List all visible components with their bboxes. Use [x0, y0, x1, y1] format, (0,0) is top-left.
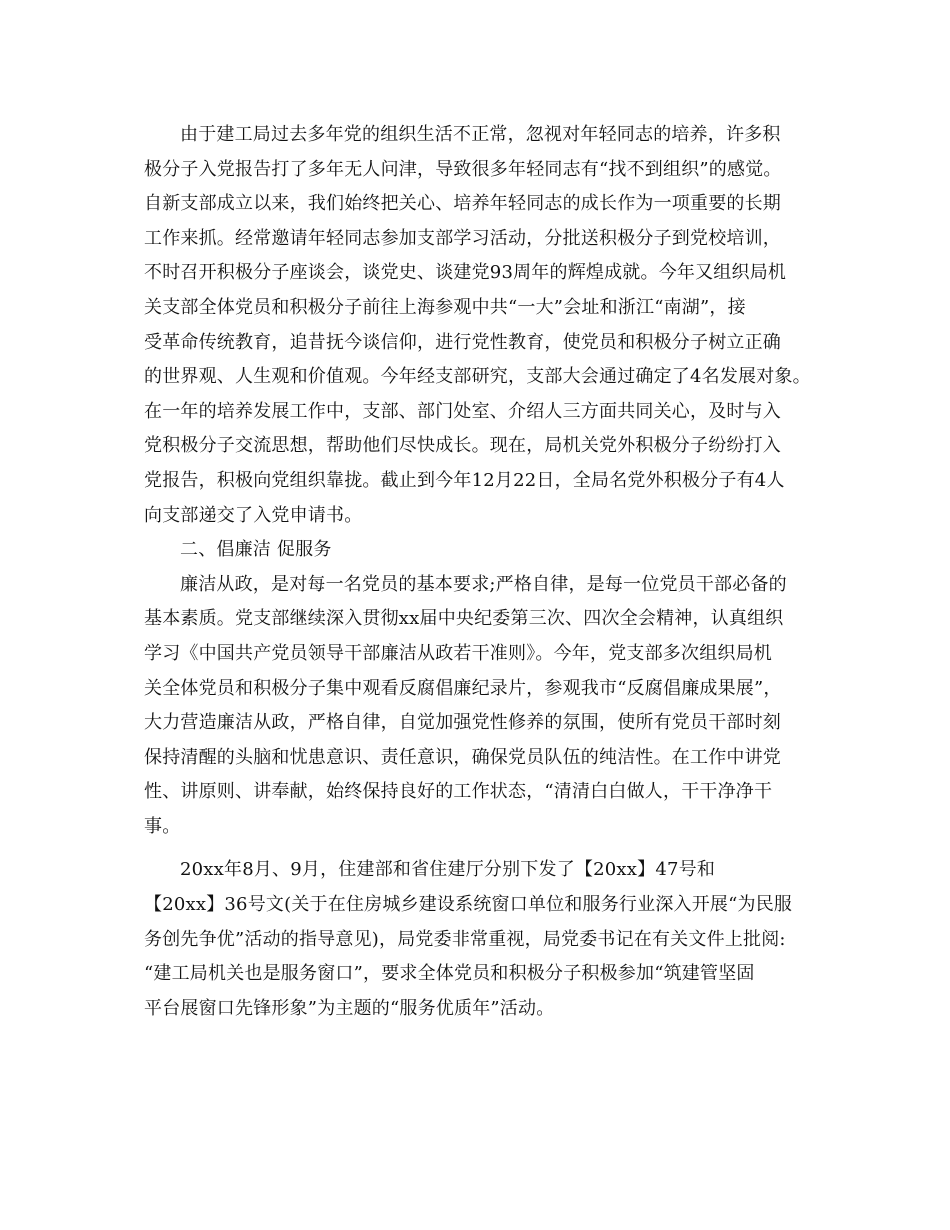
text-line: 事。 [144, 815, 181, 837]
text-line: 的世界观、人生观和价值观。今年经支部研究，支部大会通过确定了4名发展对象。 [144, 366, 811, 388]
text-line: 基本素质。党支部继续深入贯彻xx届中央纪委第三次、四次全会精神，认真组织 [144, 608, 784, 630]
text-line: 关支部全体党员和积极分子前往上海参观中共“一大”会址和浙江“南湖”，接 [144, 296, 746, 318]
text-line: 性、讲原则、讲奉献，始终保持良好的工作状态，“清清白白做人，干干净净干 [144, 781, 773, 803]
text-line: 党积极分子交流思想，帮助他们尽快成长。现在，局机关党外积极分子纷纷打入 [144, 435, 781, 457]
text-line: 自新支部成立以来，我们始终把关心、培养年轻同志的成长作为一项重要的长期 [144, 193, 781, 215]
text-line: 保持清醒的头脑和忧患意识、责任意识，确保党员队伍的纯洁性。在工作中讲党 [144, 746, 781, 768]
document-body [144, 118, 834, 1026]
text-line: 二、倡廉洁 促服务 [180, 539, 332, 561]
text-line: 20xx年8月、9月，住建部和省住建厅分别下发了【20xx】47号和 [180, 859, 716, 881]
text-line: 关全体党员和积极分子集中观看反腐倡廉纪录片，参观我市“反腐倡廉成果展”， [144, 677, 782, 699]
text-line: 在一年的培养发展工作中，支部、部门处室、介绍人三方面共同关心，及时与入 [144, 400, 781, 422]
text-line: 平台展窗口先锋形象”为主题的“服务优质年”活动。 [144, 997, 555, 1019]
text-line: 由于建工局过去多年党的组织生活不正常，忽视对年轻同志的培养，许多积 [180, 124, 781, 145]
text-line: 学习《中国共产党员领导干部廉洁从政若干准则》。今年，党支部多次组织局机 [144, 642, 772, 664]
text-line: 向支部递交了入党申请书。 [144, 504, 363, 526]
paragraph-gap [144, 844, 834, 853]
text-line: 党报告，积极向党组织靠拢。截止到今年12月22日，全局名党外积极分子有4人 [144, 469, 785, 491]
text-line: 务创先争优”活动的指导意见)，局党委非常重视，局党委书记在有关文件上批阅: [144, 928, 786, 950]
text-line: 极分子入党报告打了多年无人问津，导致很多年轻同志有“找不到组织”的感觉。 [144, 158, 782, 180]
text-line: 工作来抓。经常邀请年轻同志参加支部学习活动，分批送积极分子到党校培训， [144, 227, 781, 249]
text-line: 不时召开积极分子座谈会，谈党史、谈建党93周年的辉煌成就。今年又组织局机 [144, 262, 787, 284]
text-line: 大力营造廉洁从政，严格自律，自觉加强党性修养的氛围，使所有党员干部时刻 [144, 712, 781, 734]
text-line: 受革命传统教育，追昔抚今谈信仰，进行党性教育，使党员和积极分子树立正确 [144, 331, 781, 353]
text-line: 廉洁从政，是对每一名党员的基本要求;严格自律，是每一位党员干部必备的 [180, 573, 787, 595]
text-line: 【20xx】36号文(关于在住房城乡建设系统窗口单位和服务行业深入开展“为民服 [144, 894, 793, 916]
text-line: “建工局机关也是服务窗口”，要求全体党员和积极分子积极参加“筑建管坚固 [144, 963, 755, 985]
